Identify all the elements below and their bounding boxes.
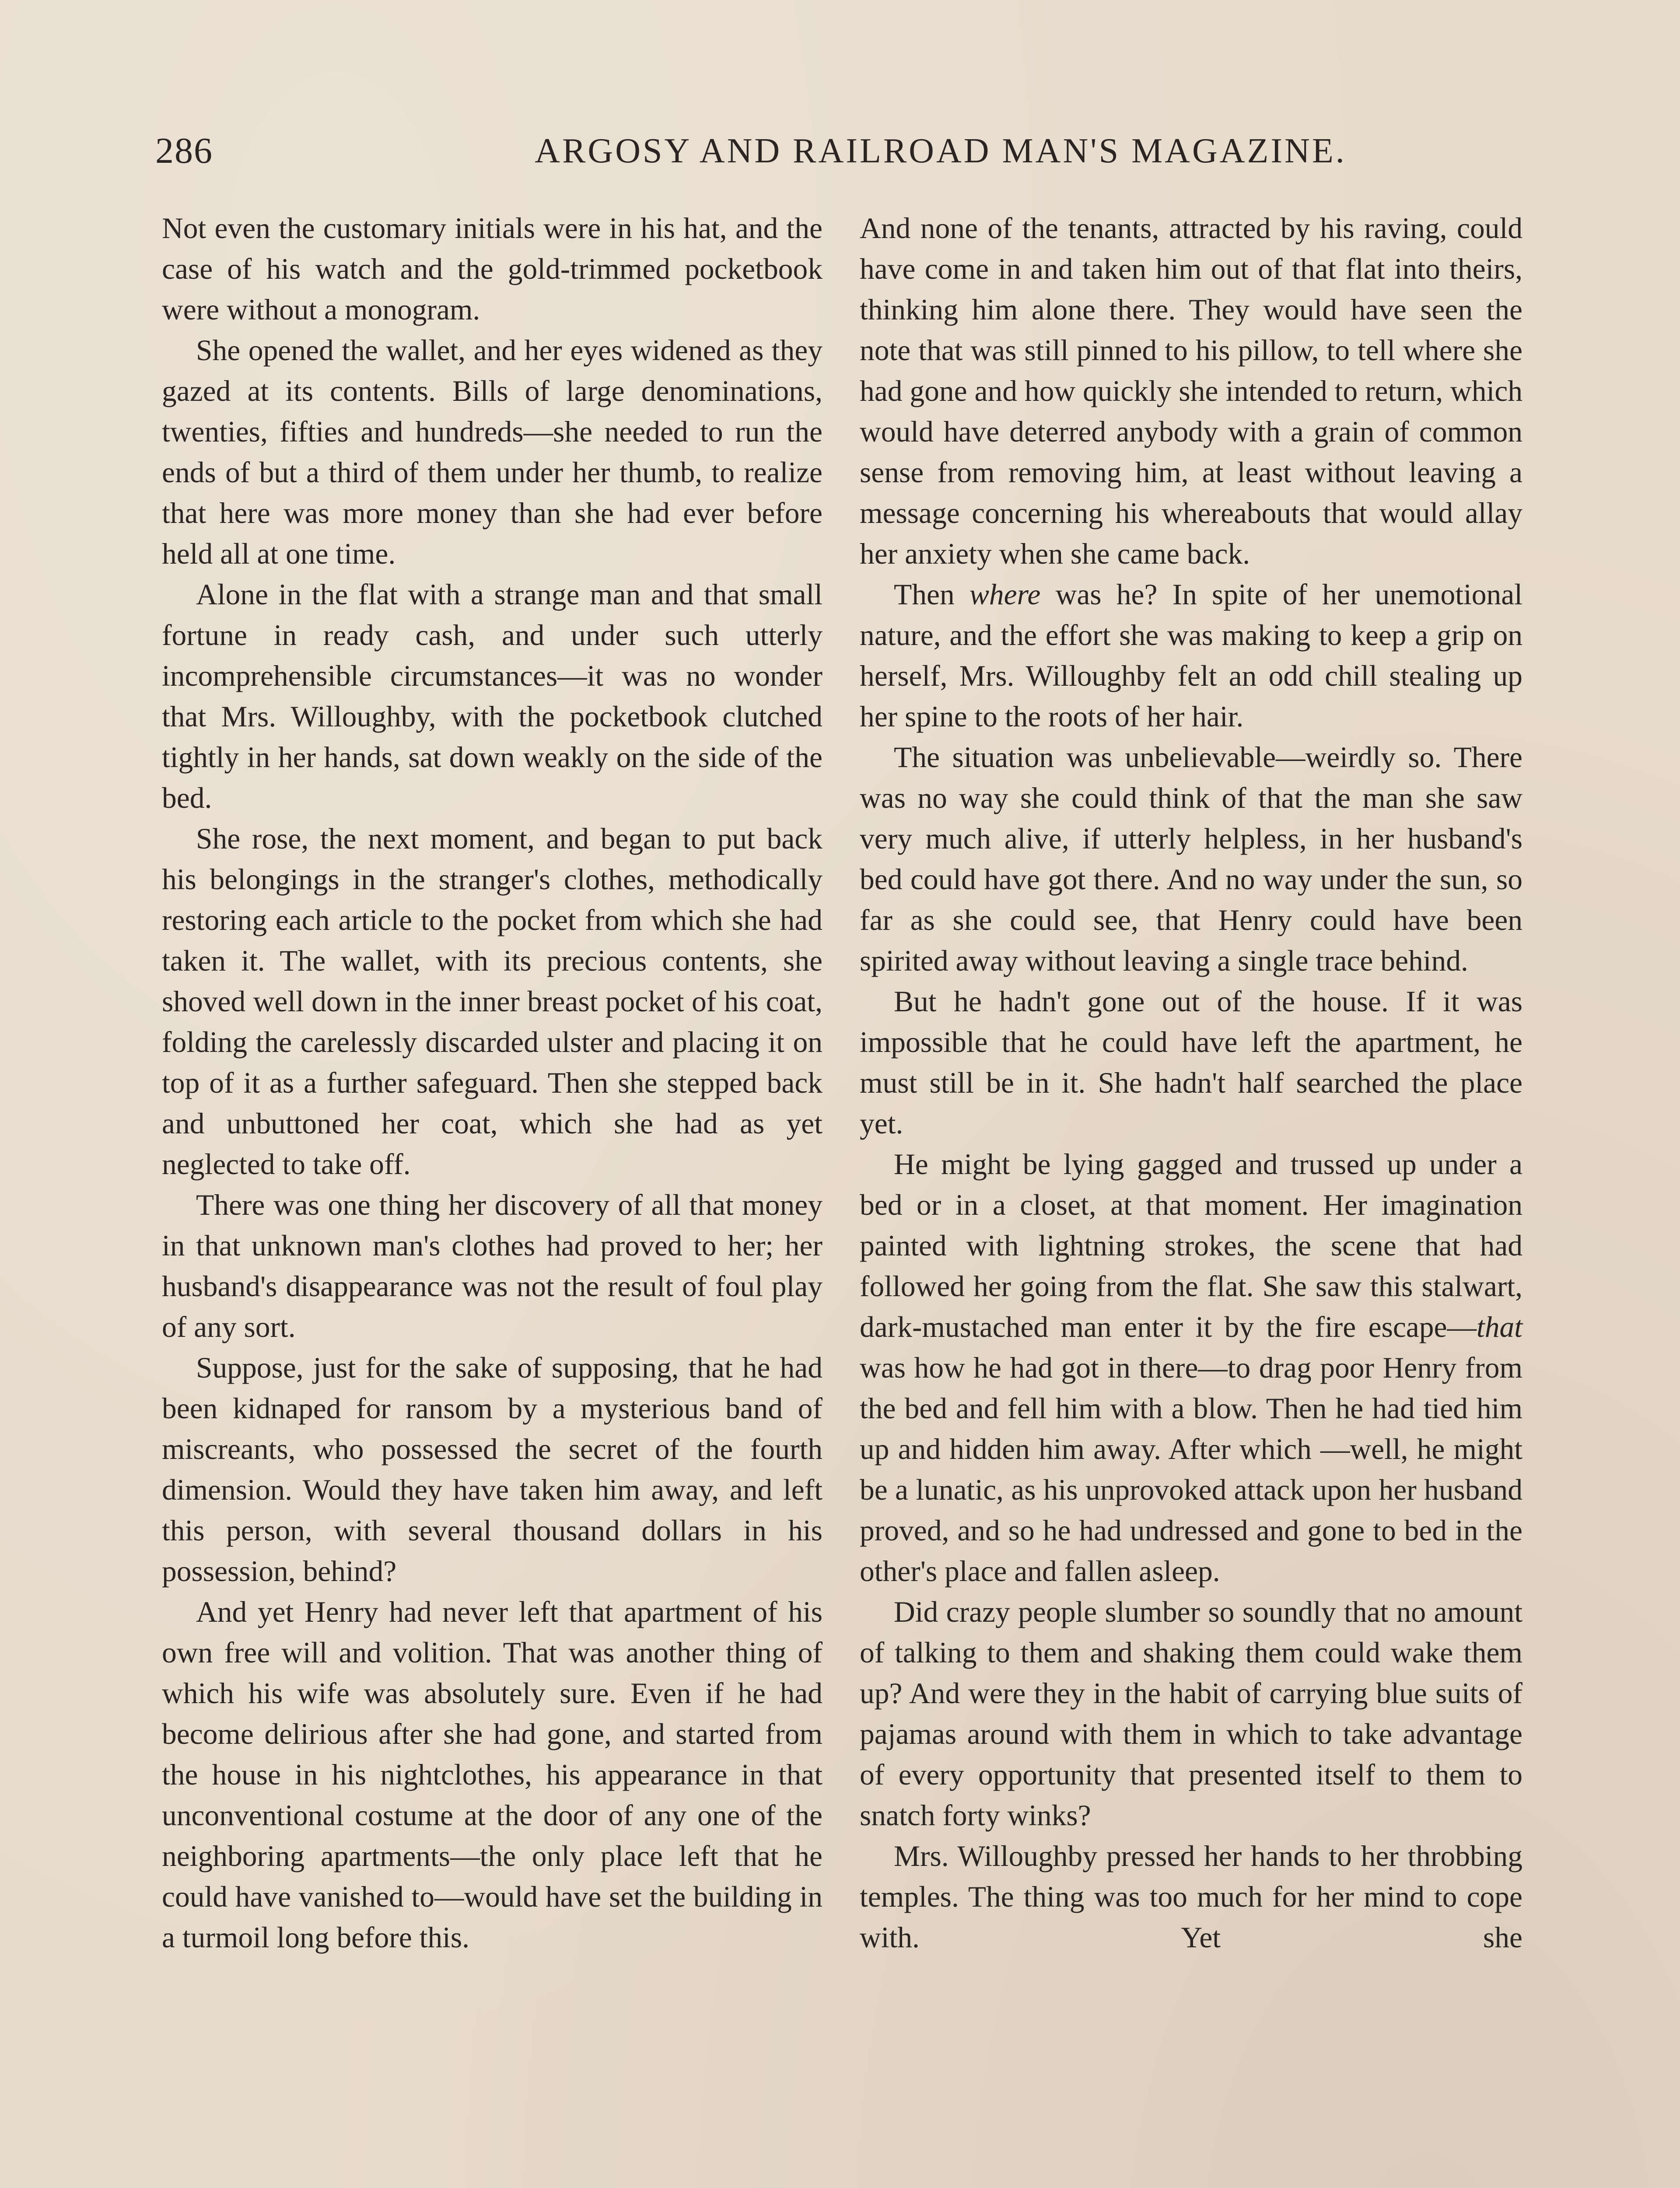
left-text-column — [162, 208, 822, 1958]
paragraph: Mrs. Willoughby pressed her hands to her throbbing temples. The thing was too much for her mind to cope with. Yet she — [860, 1840, 1522, 1954]
running-title: ARGOSY AND RAILROAD MAN'S MAGAZINE. — [535, 132, 1347, 170]
paragraph — [860, 574, 1522, 737]
paragraph: Alone in the flat with a strange man and that small fortune in ready cash, and under such utterly incomprehensible circumstances—it was no wonder that Mrs. Willoughby, with the pocketbook clutched tightly in her hands, sat down weakly on the side of the bed. — [162, 578, 822, 814]
page-number: 286 — [155, 130, 213, 171]
paragraph-text: was he? In spite of her unemotional nature, and the effort she was making to keep a grip on herself, Mrs. Willoughby felt an odd chill stealing up her spine to the roots of her hair. — [860, 578, 1522, 733]
paragraph-text: was how he had got in there—to drag poor Henry from the bed and fell him with a blow. Then he had tied him up and hidden him away. After which —well, he might be a lunatic, as his unprovoked attack upon her husband proved, and so he had undressed and gone to bed in the other's place and fallen asleep. — [860, 1351, 1522, 1588]
paragraph: Suppose, just for the sake of supposing, that he had been kidnaped for ransom by a mysterious band of miscreants, who possessed the secret of the fourth dimension. Would they have taken him away, and left this person, with several thousand dollars in his possession, behind? — [162, 1351, 822, 1588]
paragraph: And none of the tenants, attracted by his raving, could have come in and taken him out of that flat into theirs, thinking him alone there. They would have seen the note that was still pinned to his pillow, to tell where she had gone and how quickly she intended to return, which would have deterred anybody with a grain of common sense from removing him, at least without leaving a message concerning his whereabouts that would allay her anxiety when she came back. — [860, 212, 1522, 570]
paragraph: Did crazy people slumber so soundly that no amount of talking to them and shaking them could wake them up? And were they in the habit of carrying blue suits of pajamas around with them in which to take advantage of every opportunity that presented itself to them to snatch forty winks? — [860, 1595, 1522, 1832]
paragraph — [860, 1144, 1522, 1592]
paragraph: But he hadn't gone out of the house. If it was impossible that he could have left the apartment, he must still be in it. She hadn't half searched the place yet. — [860, 985, 1522, 1140]
paragraph: There was one thing her discovery of all that money in that unknown man's clothes had proved to her; her husband's disappearance was not the result of foul play of any sort. — [162, 1189, 822, 1343]
paragraph: And yet Henry had never left that apartment of his own free will and volition. That was another thing of which his wife was absolutely sure. Even if he had become delirious after she had gone, and started from the house in his nightclothes, his appearance in that unconventional costume at the door of any one of the neighboring apartments—the only place left that he could have vanished to—would have set the building in a turmoil long before this. — [162, 1595, 822, 1954]
italic-emphasis: where — [969, 578, 1041, 611]
paragraph-text: Then — [894, 578, 970, 611]
paragraph: She opened the wallet, and her eyes widened as they gazed at its contents. Bills of large denominations, twenties, fifties and hundreds—she needed to run the ends of but a third of them under her thumb, to realize that here was more money than she had ever before held all at one time. — [162, 334, 822, 570]
paragraph: She rose, the next moment, and began to put back his belongings in the stranger's clothes, methodically restoring each article to the pocket from which she had taken it. The wallet, with its precious contents, she shoved well down in the inner breast pocket of his coat, folding the carelessly discarded ulster and placing it on top of it as a further safeguard. Then she stepped back and unbuttoned her coat, which she had as yet neglected to take off. — [162, 822, 822, 1181]
italic-emphasis: that — [1476, 1311, 1522, 1343]
paragraph: The situation was unbelievable—weirdly so. There was no way she could think of that the man she saw very much alive, if utterly helpless, in her husband's bed could have got there. And no way under the sun, so far as she could see, that Henry could have been spirited away without leaving a single trace behind. — [860, 741, 1522, 977]
paragraph: Not even the customary initials were in his hat, and the case of his watch and the gold-trimmed pocketbook were without a monogram. — [162, 212, 822, 326]
paragraph-text: He might be lying gagged and trussed up under a bed or in a closet, at that moment. Her imagination painted with lightning strokes, the scene that had followed her going from the flat. She saw this stalwart, dark-mustached man enter it by the fire escape— — [860, 1148, 1522, 1343]
right-text-column — [860, 208, 1522, 1958]
page-header — [155, 127, 1520, 175]
